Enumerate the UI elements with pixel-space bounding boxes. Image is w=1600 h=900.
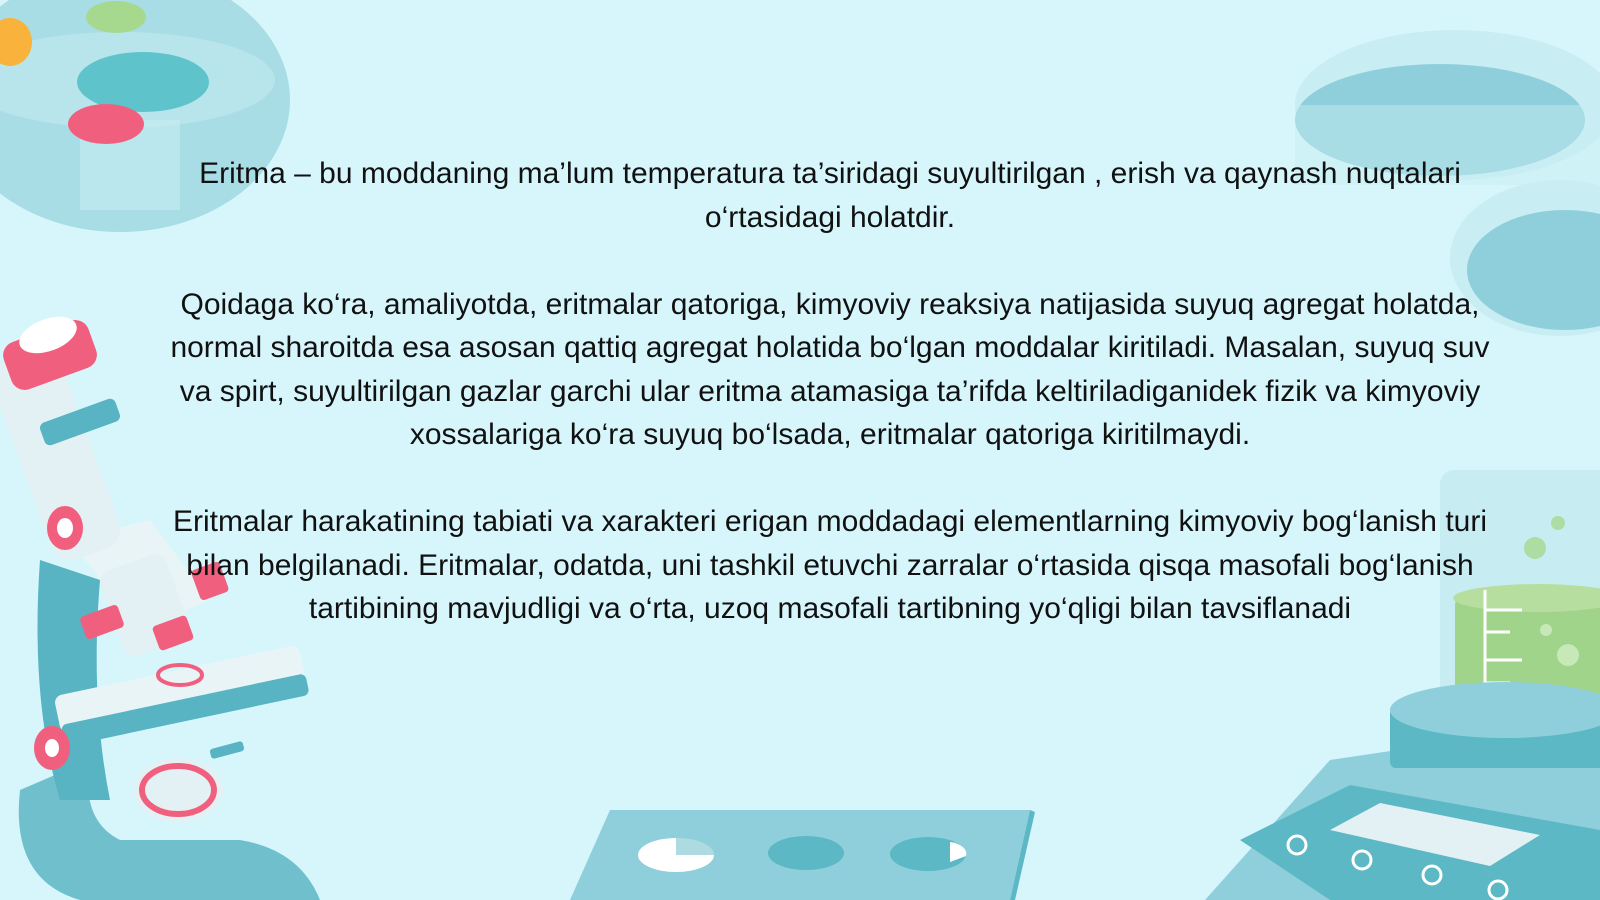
paragraph-definition: Eritma – bu moddaning ma’lum temperatura ta’siridagi suyultirilgan , erish va qaynash nuqtalari o‘rtasidagi holatdir. <box>199 157 1461 234</box>
test-tube-rack-icon <box>570 810 1035 900</box>
paragraph-rule: Qoidaga ko‘ra, amaliyotda, eritmalar qatoriga, kimyoviy reaksiya natijasida suyuq agregat holatda, normal sharoitda esa asosan qattiq agregat holatida bo‘lgan moddalar kiritiladi. Masalan, suyuq suv va spirt, suyultirilgan gazlar garchi ular eritma atamasiga ta’rifda keltiriladiganidek fizik va kimyoviy xossalariga ko‘ra suyuq bo‘lsada, eritmalar qatoriga kiritilmaydi. <box>170 287 1490 451</box>
slide-body-text <box>160 152 1500 631</box>
paragraph-nature: Eritmalar harakatining tabiati va xarakteri erigan moddadagi elementlarning kimyoviy bog‘lanish turi bilan belgilanadi. Eritmalar, odatda, uni tashkil etuvchi zarralar o‘rtasida qisqa masofali bog‘lanish tartibining mavjudligi va o‘rta, uzoq masofali tartibning yo‘qligi bilan tavsiflanadi <box>173 505 1487 625</box>
lab-scale-icon <box>1205 682 1600 900</box>
